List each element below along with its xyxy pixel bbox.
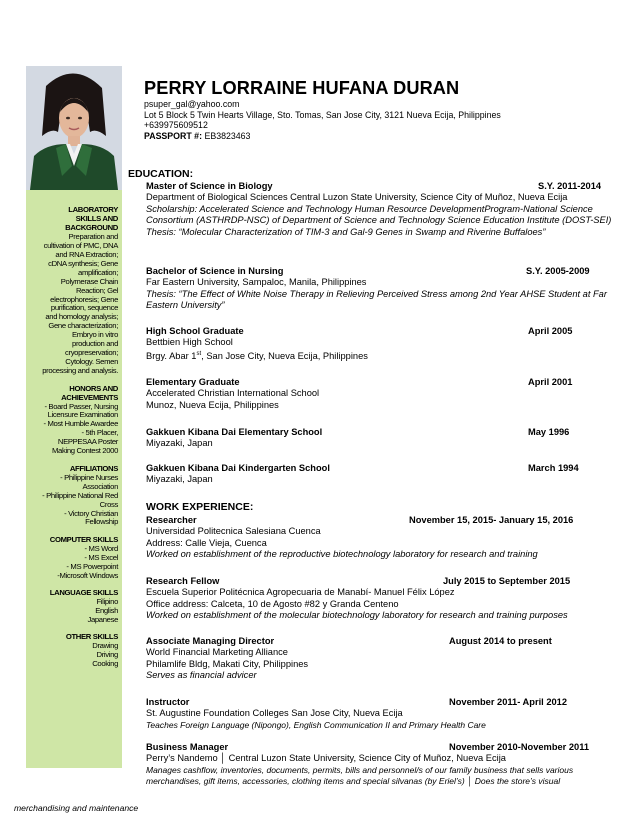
degree-title: Master of Science in Biology <box>146 181 273 191</box>
job-date: November 2011- April 2012 <box>449 697 567 707</box>
employer-line: Universidad Politecnica Salesiana Cuenca <box>146 526 321 537</box>
sidebar-lab-heading: SKILLS AND <box>75 213 118 223</box>
degree-title: High School Graduate <box>146 326 244 336</box>
email-address: psuper_gal@yahoo.com <box>144 99 240 109</box>
degree-date: S.Y. 2005-2009 <box>526 266 590 276</box>
job-date: July 2015 to September 2015 <box>443 576 571 586</box>
sidebar-lab-item: processing and analysis. <box>42 366 118 376</box>
sidebar-language-heading: LANGUAGE SKILLS <box>49 588 118 598</box>
sidebar-affiliations-heading: AFFILIATIONS <box>69 463 118 473</box>
employer-address: Address: Calle Vieja, Cuenca <box>146 537 267 548</box>
education-bsn <box>146 266 628 312</box>
school-address <box>146 349 628 363</box>
sidebar-honors-item: Licensure Examination <box>47 410 118 420</box>
sidebar-lab-item: production and <box>72 339 118 349</box>
passport-value: EB3823463 <box>202 130 251 141</box>
job-role: Associate Managing Director <box>146 636 275 646</box>
sidebar-language-item: Japanese <box>87 615 118 625</box>
ordinal-suffix: st <box>196 350 202 357</box>
passport-label: PASSPORT #: <box>144 130 203 141</box>
degree-title: Gakkuen Kibana Dai Elementary School <box>146 427 323 437</box>
work-researcher <box>146 515 628 561</box>
sidebar-computer-item: - MS Powerpoint <box>66 561 118 571</box>
sidebar-lab-item: and homology analysis; <box>45 312 118 322</box>
address-part: Brgy. Abar 1 <box>146 350 197 361</box>
job-description: Serves as financial advicer <box>146 670 257 681</box>
sidebar-affiliations-item: Association <box>82 481 118 491</box>
sidebar-affiliations-item: - Victory Christian <box>64 508 118 518</box>
work-associate-director <box>146 636 628 682</box>
employer-line: Escuela Superior Politécnica Agropecuaria de Manabí- Manuel Félix López <box>146 587 455 598</box>
job-role: Business Manager <box>146 742 229 752</box>
sidebar-affiliations-item: - Philippine Nurses <box>60 472 118 482</box>
degree-date: April 2001 <box>528 377 573 387</box>
school-address: Miyazaki, Japan <box>146 438 213 449</box>
sidebar-lab-item: cDNA synthesis; Gene <box>48 258 118 268</box>
work-research-fellow <box>146 576 628 622</box>
sidebar-other-item: Cooking <box>92 659 118 669</box>
sidebar-lab-item: Polymerase Chain <box>60 276 118 286</box>
job-date: November 2010-November 2011 <box>449 742 590 752</box>
sidebar-other-item: Drawing <box>92 641 118 651</box>
contact-block <box>144 99 501 141</box>
sidebar-language-item: English <box>95 606 118 616</box>
education-ms <box>146 181 628 238</box>
sidebar-lab-heading: LABORATORY <box>68 205 118 214</box>
home-address: Lot 5 Block 5 Twin Hearts Village, Sto. Tomas, San Jose City, 3121 Nueva Ecija, Philippines <box>144 109 501 120</box>
degree-title: Gakkuen Kibana Dai Kindergarten School <box>146 463 330 473</box>
degree-title: Bachelor of Science in Nursing <box>146 266 284 276</box>
graduation-portrait-image <box>26 66 122 190</box>
sidebar-computer-item: - MS Word <box>84 543 118 553</box>
degree-date: April 2005 <box>528 326 573 336</box>
sidebar-affiliations-item: Cross <box>99 499 118 509</box>
education-gakkuen-elementary <box>146 427 628 450</box>
sidebar-affiliations-item: Fellowship <box>85 517 118 527</box>
sidebar-honors-item: - 5th Placer, <box>81 428 118 438</box>
work-instructor <box>146 697 628 731</box>
thesis-text: Thesis: “Molecular Characterization of TIM-3 and Gal-9 Genes in Swamp and Riverine Buffaloes” <box>146 226 546 237</box>
school-address: Miyazaki, Japan <box>146 474 213 485</box>
employer-address: Philamlife Bldg, Makati City, Philippines <box>146 658 309 669</box>
work-heading: WORK EXPERIENCE: <box>146 501 254 513</box>
job-description-continued: merchandises, gift items, accessories, clothing items and special silvanas (by Eriel’s) │ Does the store’s visual <box>146 775 561 786</box>
sidebar-lab-item: Cytology. Semen <box>65 357 118 367</box>
work-business-manager <box>146 742 628 787</box>
sidebar-honors-item: Making Contest 2000 <box>52 446 118 456</box>
job-role: Research Fellow <box>146 576 220 586</box>
school-line: Bettbien High School <box>146 337 233 348</box>
sidebar-honors-heading: HONORS AND <box>69 383 118 393</box>
sidebar-lab-item: electrophoresis; Gene <box>50 294 118 304</box>
sidebar-lab-item: cultivation of PMC, DNA <box>43 240 118 250</box>
job-description: Teaches Foreign Language (Nipongo), English Communication II and Primary Health Care <box>146 719 486 730</box>
thesis-text: Thesis: “The Effect of White Noise Therapy in Relieving Perceived Stress among 2nd Year AHSE Student at Far Eastern University” <box>146 288 607 311</box>
sidebar-lab-heading: BACKGROUND <box>65 222 118 232</box>
sidebar-skills <box>30 206 118 669</box>
job-description-overflow: merchandising and maintenance <box>14 803 139 813</box>
job-date: November 15, 2015- January 15, 2016 <box>409 515 574 525</box>
school-address: Munoz, Nueva Ecija, Philippines <box>146 399 279 410</box>
school-line: Department of Biological Sciences Central Luzon State University, Science City of Muñoz, Nueva Ecija <box>146 192 568 203</box>
job-date: August 2014 to present <box>449 636 552 646</box>
sidebar-other-item: Driving <box>96 650 118 660</box>
sidebar-honors-heading: ACHIEVEMENTS <box>61 392 118 402</box>
sidebar-lab-item: Embryo in vitro <box>71 330 118 340</box>
sidebar-honors-item: - Most Humble Awardee <box>43 419 118 429</box>
sidebar-honors-item: NEPPESAA Poster <box>57 437 118 447</box>
sidebar-computer-item: - MS Excel <box>84 552 118 562</box>
school-line: Accelerated Christian International School <box>146 388 320 399</box>
job-description: Worked on establishment of the molecular biotechnology laboratory for research and training purposes <box>146 610 568 621</box>
employer-line: World Financial Marketing Alliance <box>146 647 288 658</box>
phone-number: +639975609512 <box>144 120 208 131</box>
sidebar-lab-item: and RNA Extraction; <box>55 249 118 259</box>
job-role: Instructor <box>146 697 190 707</box>
degree-date: March 1994 <box>528 463 579 473</box>
sidebar-computer-item: -Microsoft Windows <box>57 570 118 580</box>
scholarship-text: Scholarship: Accelerated Science and Technology Human Resource DevelopmentProgram-National Science Consortium (ASTHRDP-NSC) of Department of Science and Technology Science Education Institute (DOST-SEI) <box>146 203 612 226</box>
school-line: Far Eastern University, Sampaloc, Manila, Philippines <box>146 277 367 288</box>
education-heading: EDUCATION: <box>128 168 194 180</box>
employer-line: St. Augustine Foundation Colleges San Jose City, Nueva Ecija <box>146 708 403 719</box>
education-elementary <box>146 377 628 411</box>
applicant-name: PERRY LORRAINE HUFANA DURAN <box>144 78 460 98</box>
sidebar-other-heading: OTHER SKILLS <box>65 632 118 642</box>
sidebar-computer-heading: COMPUTER SKILLS <box>49 534 118 544</box>
sidebar-affiliations-item: - Philippine National Red <box>42 490 118 500</box>
sidebar-lab-item: Gene characterization; <box>48 321 118 331</box>
degree-date: May 1996 <box>528 427 570 437</box>
passport-line <box>144 131 501 142</box>
sidebar-lab-item: cryopreservation; <box>64 348 118 358</box>
address-part: , San Jose City, Nueva Ecija, Philippines <box>201 350 368 361</box>
education-hs <box>146 326 628 362</box>
job-role: Researcher <box>146 515 197 525</box>
sidebar-lab-item: amplification; <box>78 267 118 277</box>
sidebar-language-item: Filipino <box>96 597 118 607</box>
degree-title: Elementary Graduate <box>146 377 240 387</box>
sidebar-lab-item: Reaction; Gel <box>75 285 118 295</box>
employer-line: Perry’s Nandemo │ Central Luzon State University, Science City of Muñoz, Nueva Ecija <box>146 753 506 764</box>
job-description: Worked on establishment of the reproductive biotechnology laboratory for research and training <box>146 549 538 560</box>
profile-photo <box>26 66 122 190</box>
sidebar-lab-item: purification, sequence <box>50 303 118 313</box>
employer-address: Office address: Calceta, 10 de Agosto #82 y Granda Centeno <box>146 598 399 609</box>
education-gakkuen-kindergarten <box>146 463 628 486</box>
sidebar-honors-item: - Board Passer, Nursing <box>44 401 118 411</box>
degree-date: S.Y. 2011-2014 <box>538 181 602 191</box>
sidebar-lab-item: Preparation and <box>68 231 118 241</box>
job-description: Manages cashflow, inventories, documents, permits, bills and personnel/s of our family business that sells various <box>146 764 574 775</box>
